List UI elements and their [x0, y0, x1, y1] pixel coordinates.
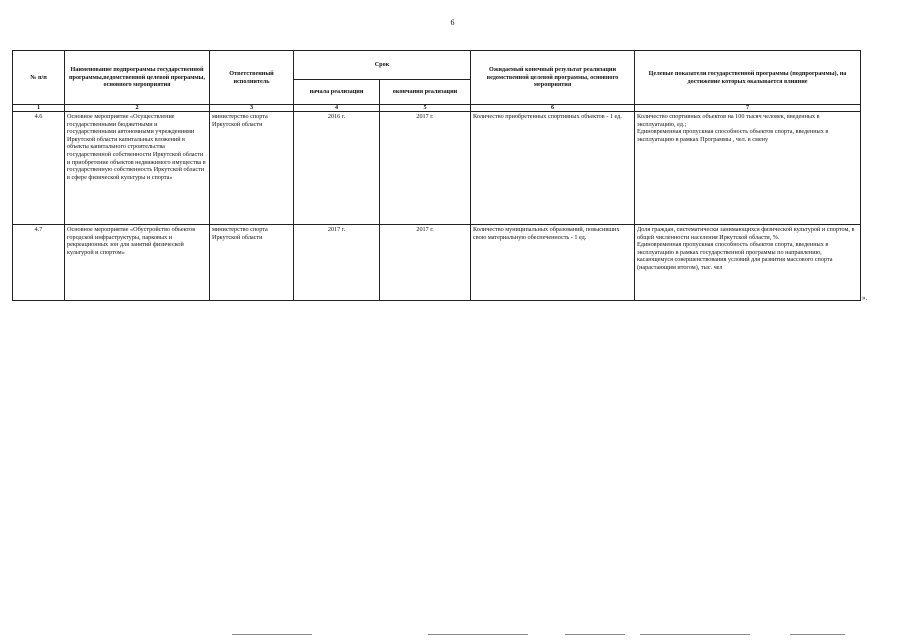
header-name: Наименование подпрограммы государственной программы,ведомственной целевой программы, основного мероприятия — [65, 51, 210, 105]
scan-artifact-line — [640, 634, 750, 635]
scan-artifact-line — [232, 634, 312, 635]
row-executor: министерство спорта Иркутской области — [210, 112, 294, 225]
row-indicators — [635, 112, 861, 225]
scan-artifact-line — [790, 634, 845, 635]
indicator-item: Доля граждан, систематически занимающихся физической культурой и спортом, в общей численности населения Иркутской области, %. — [637, 226, 855, 241]
indicator-item: Количество спортивных объектов на 100 тысяч человек, введенных в эксплуатацию, ед.; — [637, 113, 820, 128]
column-number: 4 — [294, 105, 380, 112]
header-term: Срок — [294, 51, 471, 80]
column-number: 1 — [13, 105, 65, 112]
column-number: 5 — [380, 105, 471, 112]
column-number: 2 — [65, 105, 210, 112]
scan-artifact-line — [565, 634, 625, 635]
column-number: 7 — [635, 105, 861, 112]
table-row — [13, 112, 861, 225]
header-num: № п/п — [13, 51, 65, 105]
scan-artifact-line — [428, 634, 528, 635]
header-term-start: начала реализации — [294, 80, 380, 105]
program-table — [12, 50, 861, 301]
row-result: Количество приобретенных спортивных объектов - 1 ед. — [471, 112, 635, 225]
row-num: 4.6 — [13, 112, 65, 225]
row-num: 4.7 — [13, 225, 65, 301]
column-number: 3 — [210, 105, 294, 112]
row-result: Количество муниципальных образований, повысивших свою материальную обеспеченность - 1 ед. — [471, 225, 635, 301]
row-indicators — [635, 225, 861, 301]
column-number: 6 — [471, 105, 635, 112]
row-start: 2016 г. — [294, 112, 380, 225]
header-result: Ожидаемый конечный результат реализации ведомственной целевой программы, основного мероприятия — [471, 51, 635, 105]
closing-quote-mark: ». — [862, 294, 868, 302]
row-start: 2017 г. — [294, 225, 380, 301]
header-indicators: Целевые показатели государственной программы (подпрограммы), на достижение которых оказывается влияние — [635, 51, 861, 105]
column-number-row — [13, 105, 861, 112]
header-term-end: окончания реализации — [380, 80, 471, 105]
row-end: 2017 г. — [380, 112, 471, 225]
row-name: Основное мероприятие «Осуществление государственными бюджетными и государственными автономными учреждениями Иркутской области капитальных вложений в объекты капитального строительства государственной собственности Иркутской области и приобретение объектов недвижимого имущества в государственную собственность Иркутской области в сфере физической культуры и спорта» — [65, 112, 210, 225]
page-number: 6 — [450, 18, 455, 27]
row-end: 2017 г. — [380, 225, 471, 301]
indicator-item: Единовременная пропускная способность объектов спорта, введенных в эксплуатацию в рамках Программы , чел. в смену — [637, 128, 829, 143]
indicator-item: Единовременная пропускная способность объектов спорта, введенных в эксплуатацию в рамках государственной программы по направлению, касающемуся совершенствования условий для развития массового спорта (нарастающим итогом), тыс. чел — [637, 241, 833, 271]
header-executor: Ответственный исполнитель — [210, 51, 294, 105]
row-executor: министерство спорта Иркутской области — [210, 225, 294, 301]
table-row — [13, 225, 861, 301]
row-name: Основное мероприятие «Обустройство объектов городской инфраструктуры, парковых и рекреационных зон для занятий физической культурой и спортом» — [65, 225, 210, 301]
